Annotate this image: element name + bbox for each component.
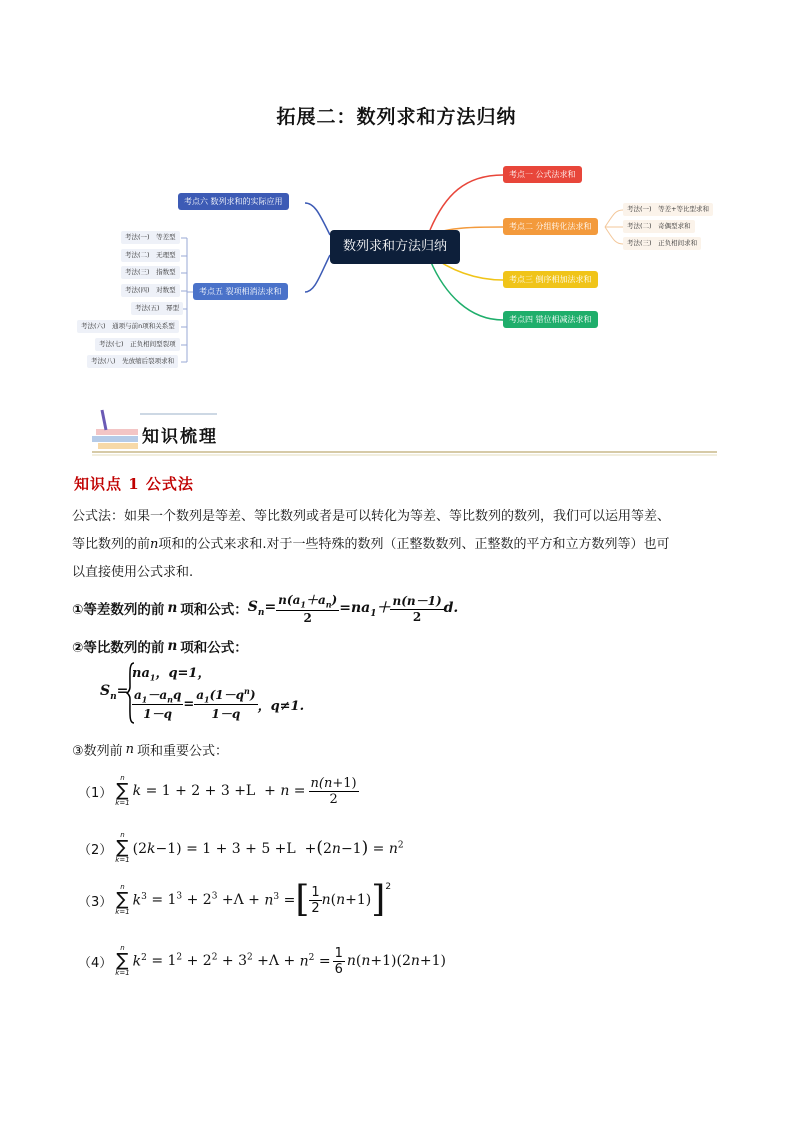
banner-title: 知识梳理 xyxy=(142,427,218,447)
mind-map-node-kaodian2: 考点二 分组转化法求和 xyxy=(503,218,598,235)
mind-map-leaf: 考法(五) 幂型 xyxy=(131,302,183,315)
mind-map-leaf: 考法(二) 无理型 xyxy=(121,249,180,262)
mind-map-leaf: 考法(七) 正负相间型裂项 xyxy=(95,338,180,351)
paragraph xyxy=(72,503,732,587)
arithmetic-sum-formula: ①等差数列的前 n 项和公式： $S_n=$ $\frac{n(a_1+a_n)}{2}$ $=na_1+$ $\frac{n(n-1)}{2}$ d. xyxy=(72,593,459,625)
paragraph-line: 等比数列的前n项和的公式来求和.对于一些特殊的数列（正整数数列、正整数的平方和立方数列等）也可 xyxy=(72,537,670,552)
section-heading: 知识点 1 公式法 xyxy=(74,475,194,493)
paragraph-line: 公式法：如果一个数列是等差、等比数列或者是可以转化为等差、等比数列的数列，我们可以运用等差、 xyxy=(72,509,671,524)
mind-map-center: 数列求和方法归纳 xyxy=(330,230,460,264)
mind-map xyxy=(75,155,735,380)
formula-3: （3） n ∑ k=1 $k^3 = 1^3 + 2^3 +\Lambda + n^3$ = [ $\frac{1}{2}$ n(n+1) ] $^2$ xyxy=(78,879,392,920)
important-formulas-heading: ③数列前 n 项和重要公式： xyxy=(72,742,229,759)
mind-map-leaf: 考法(六) 通项与前n项和关系型 xyxy=(77,320,179,333)
formula-4: （4） n ∑ k=1 $k^2 = 1^2 + 2^2 + 3^2 +\Lambda + n^2$ = $\frac{1}{6}$ n(n+1)(2n+1) xyxy=(78,944,447,977)
mind-map-leaf: 考法(四) 对数型 xyxy=(121,284,180,297)
mind-map-leaf: 考法(二) 奇偶型求和 xyxy=(623,220,695,233)
formula-2: （2） n ∑ k=1 $(2k-1) = 1 + 3 + 5 +L +(2n-1) = n^2$ xyxy=(78,831,404,864)
mind-map-node-kaodian6: 考点六 数列求和的实际应用 xyxy=(178,193,289,210)
mind-map-leaf: 考法(八) 先放缩后裂项求和 xyxy=(87,355,178,368)
mind-map-leaf: 考法(三) 指数型 xyxy=(121,266,180,279)
mind-map-node-kaodian5: 考点五 裂项相消法求和 xyxy=(193,283,288,300)
mind-map-leaf: 考法(一) 等差型 xyxy=(121,231,180,244)
formula-1: （1） n ∑ k=1 k = 1 + 2 + 3 +L + n = $\frac{n(n+1)}{2}$ xyxy=(78,774,357,807)
mind-map-leaf: 考法(三) 正负相间求和 xyxy=(623,237,701,250)
mind-map-node-kaodian3: 考点三 倒序相加法求和 xyxy=(503,271,598,288)
page-title: 拓展二：数列求和方法归纳 xyxy=(276,106,517,128)
mind-map-node-kaodian4: 考点四 错位相减法求和 xyxy=(503,311,598,328)
paragraph-line: 以直接使用公式求和. xyxy=(72,565,194,580)
mind-map-node-kaodian1: 考点一 公式法求和 xyxy=(503,166,582,183)
section-banner xyxy=(92,404,717,456)
mind-map-leaf: 考法(一) 等差+等比型求和 xyxy=(623,203,713,216)
geometric-sum-heading: ②等比数列的前 n 项和公式： xyxy=(72,638,248,656)
